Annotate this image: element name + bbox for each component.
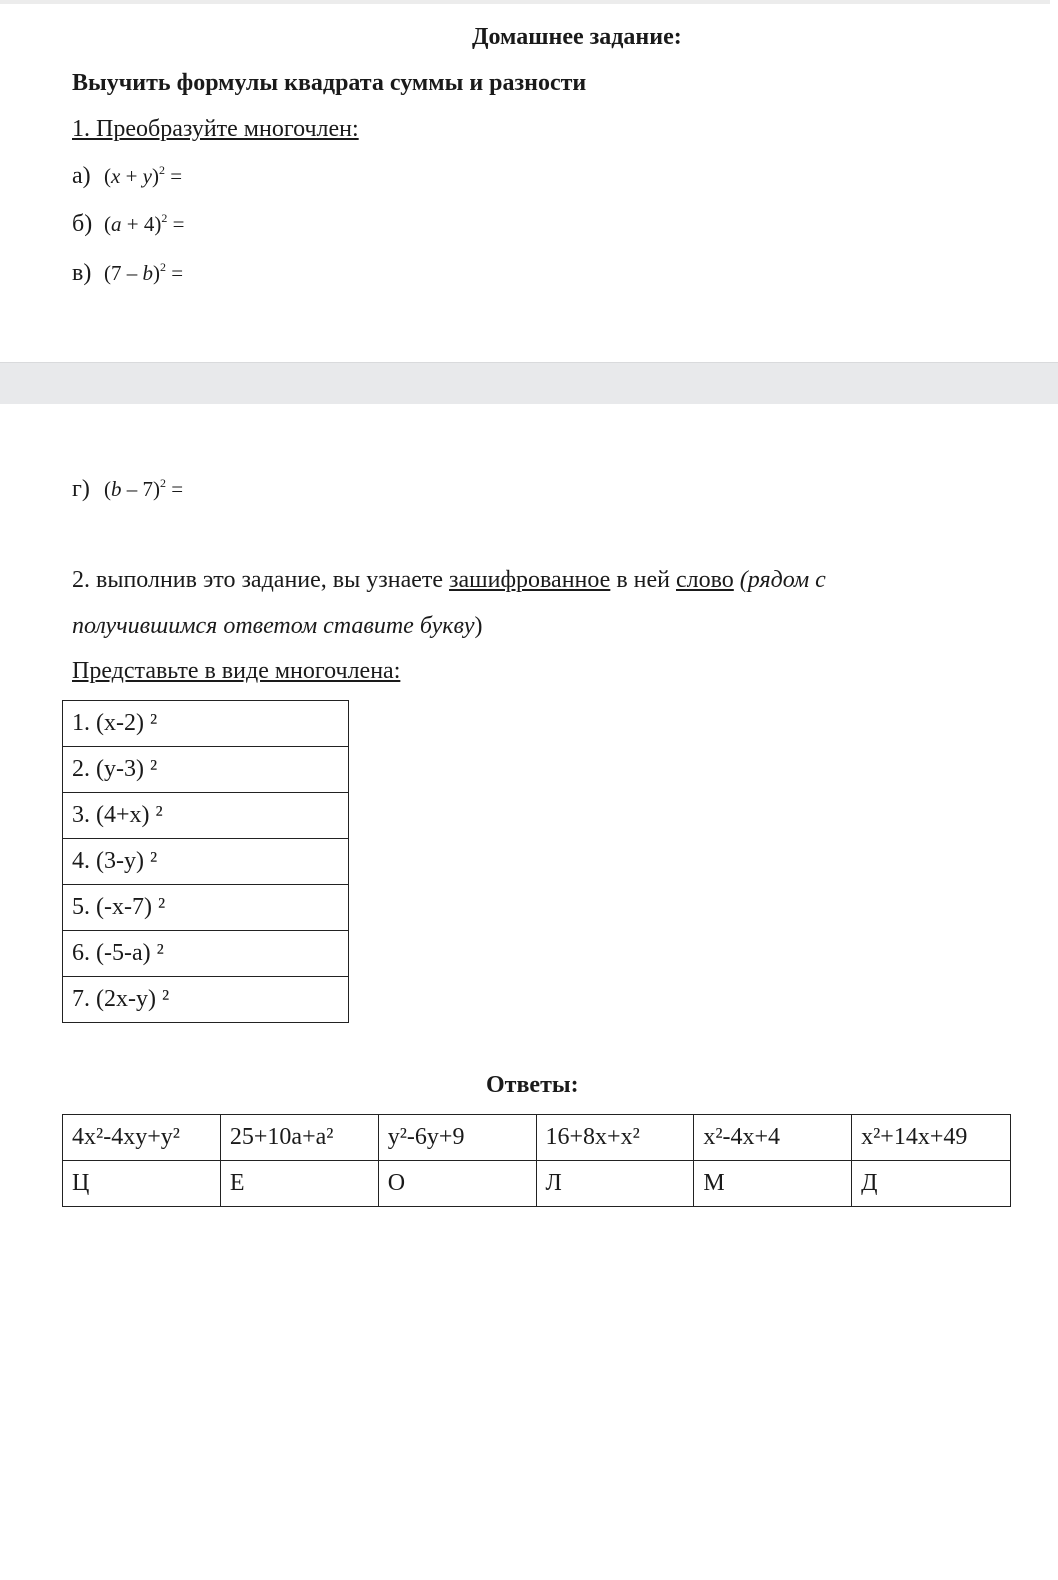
task2-line1: 2. выполнив это задание, вы узнаете зашифрованное в ней слово (рядом с: [72, 567, 826, 593]
answer-expression-cell: 16+8x+x²: [536, 1115, 694, 1161]
table-row: [63, 931, 349, 977]
table-row: [63, 977, 349, 1023]
answer-expression-cell: x²-4x+4: [694, 1115, 852, 1161]
answer-letter-cell: М: [694, 1161, 852, 1207]
task2-line2: получившимся ответом ставите букву): [72, 613, 483, 639]
answer-expression-cell: 4x²-4xy+y²: [63, 1115, 221, 1161]
answer-expression-cell: 25+10a+a²: [220, 1115, 378, 1161]
item-label: б): [72, 211, 93, 237]
represent-heading: Представьте в виде многочлена:: [72, 658, 401, 684]
answers-expression-row: [63, 1115, 1011, 1161]
task-cell: 7. (2x-y) ²: [63, 977, 349, 1023]
answers-table: [62, 1114, 1011, 1207]
formula: $(a + 4)^2$ =: [104, 211, 185, 236]
answer-letter-cell: Е: [220, 1161, 378, 1207]
tasks-table: [62, 700, 349, 1023]
task-cell: 5. (-x-7) ²: [63, 885, 349, 931]
task-cell: 1. (x-2) ²: [63, 701, 349, 747]
formula: $(x + y)^2$ =: [104, 163, 183, 188]
task1-heading: 1. Преобразуйте многочлен:: [72, 116, 359, 142]
table-row: [63, 793, 349, 839]
table-row: [63, 701, 349, 747]
page-separator: [0, 362, 1058, 404]
table-row: [63, 885, 349, 931]
formula: (7 – b)$^2$ =: [104, 260, 184, 285]
table-row: [63, 747, 349, 793]
subtitle: Выучить формулы квадрата суммы и разности: [72, 70, 587, 96]
answer-letter-cell: О: [378, 1161, 536, 1207]
answer-letter-cell: Л: [536, 1161, 694, 1207]
formula-item-g: [72, 476, 183, 503]
item-label: а): [72, 163, 91, 189]
page-title: Домашнее задание:: [472, 24, 682, 50]
item-label: г): [72, 476, 90, 502]
document-page-1: [0, 0, 1050, 362]
task-cell: 6. (-5-a) ²: [63, 931, 349, 977]
formula-item-b: [72, 211, 184, 238]
answer-letter-cell: Ц: [63, 1161, 221, 1207]
table-row: [63, 839, 349, 885]
underlined-word: слово: [676, 567, 734, 593]
answers-letter-row: [63, 1161, 1011, 1207]
task-cell: 2. (y-3) ²: [63, 747, 349, 793]
item-label: в): [72, 260, 92, 286]
answer-expression-cell: y²-6y+9: [378, 1115, 536, 1161]
formula-item-a: [72, 163, 182, 190]
formula: (b – 7)$^2$ =: [104, 476, 184, 501]
answers-title: Ответы:: [486, 1072, 579, 1098]
answer-expression-cell: x²+14x+49: [852, 1115, 1011, 1161]
formula-item-v: [72, 260, 183, 287]
underlined-word: зашифрованное: [449, 567, 611, 593]
answer-letter-cell: Д: [852, 1161, 1011, 1207]
task-cell: 4. (3-y) ²: [63, 839, 349, 885]
task-cell: 3. (4+x) ²: [63, 793, 349, 839]
document-page-2: [0, 404, 1050, 1580]
